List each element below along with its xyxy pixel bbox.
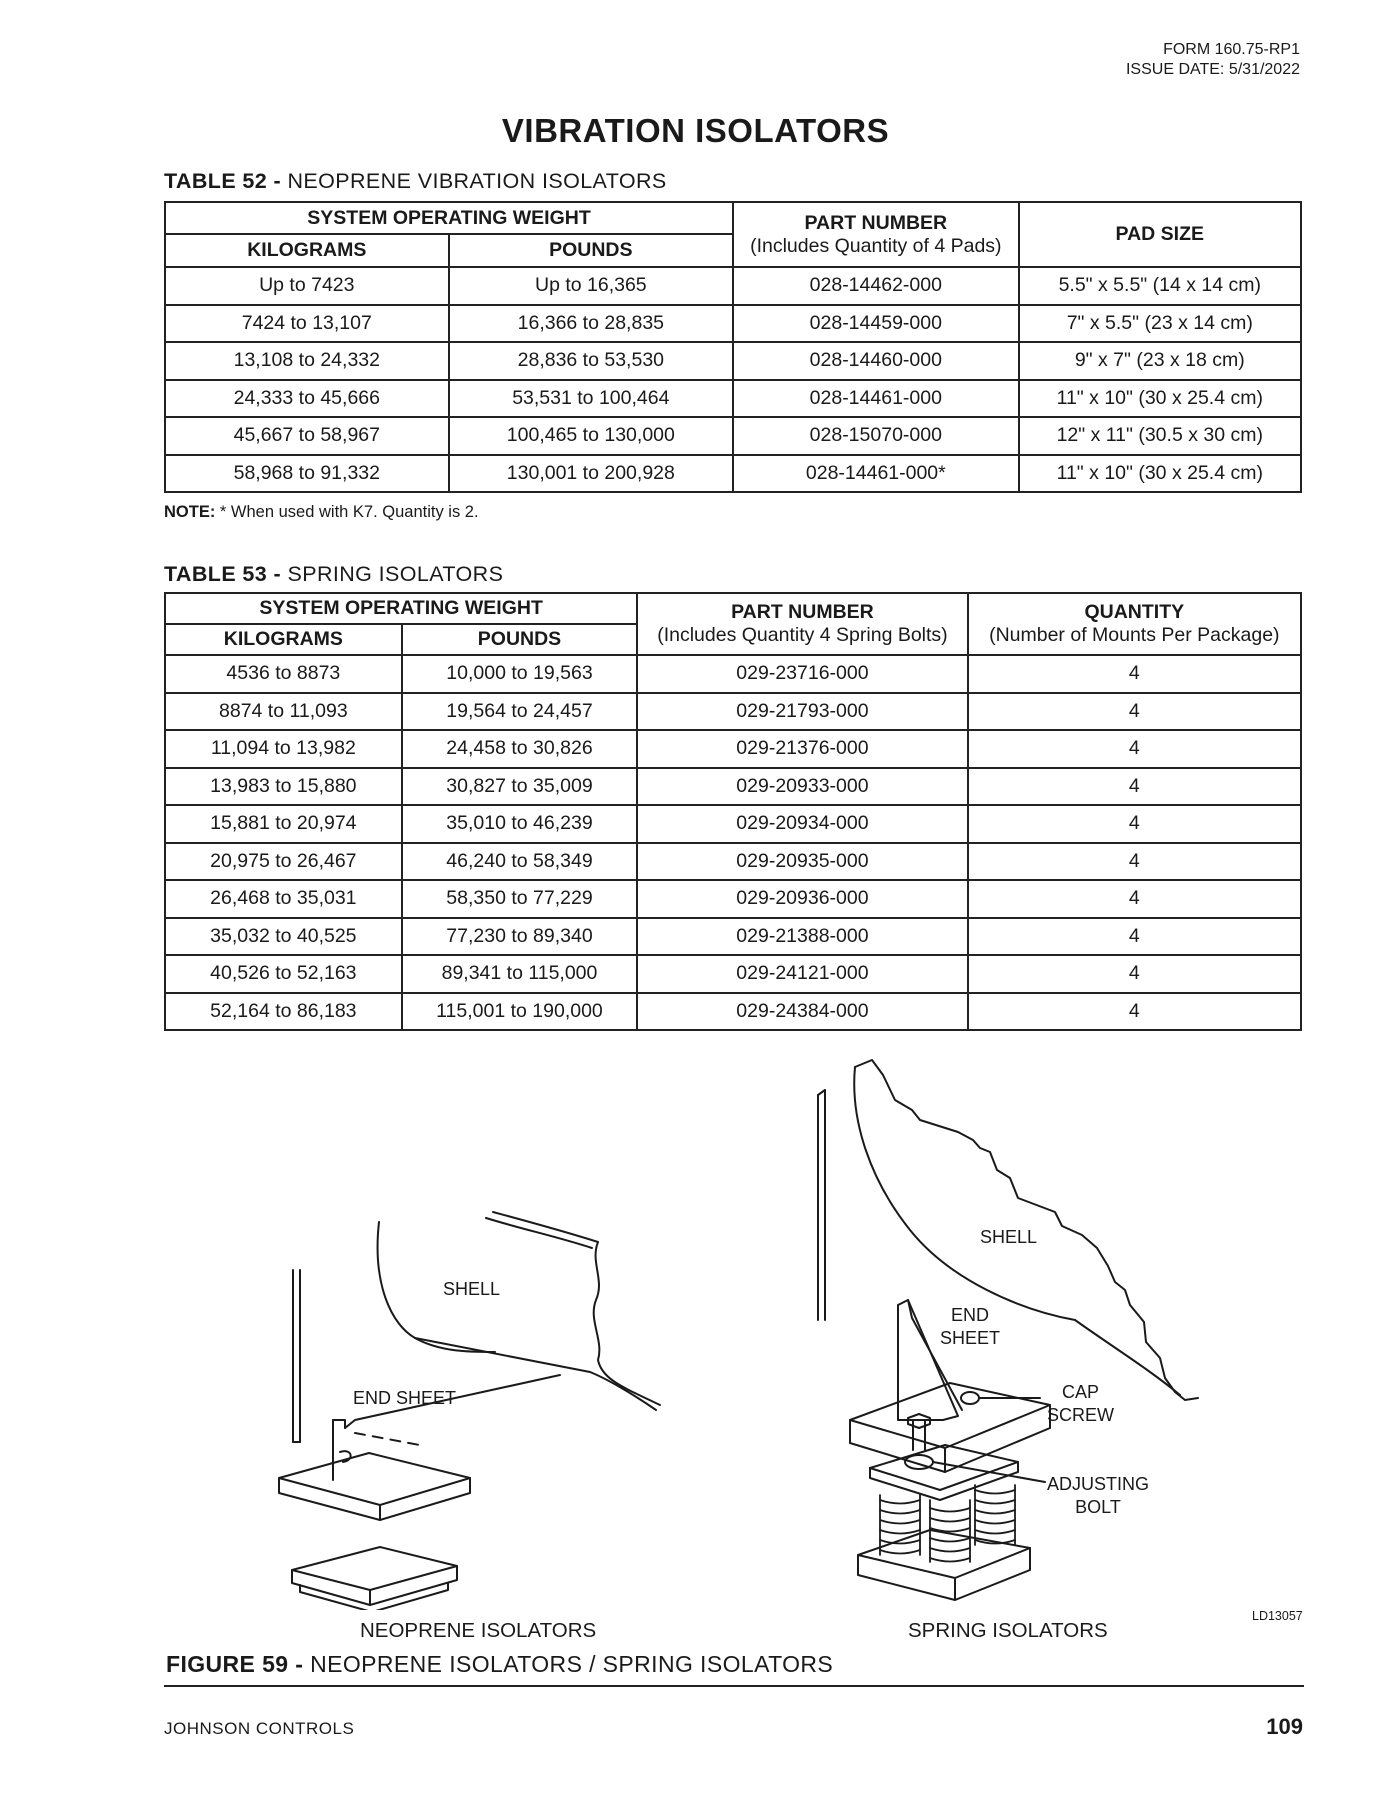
table-cell: 10,000 to 19,563 bbox=[402, 655, 638, 693]
table-cell: 15,881 to 20,974 bbox=[165, 805, 402, 843]
table-cell: 40,526 to 52,163 bbox=[165, 955, 402, 993]
t53-header-part-title: PART NUMBER bbox=[731, 601, 874, 623]
table-row bbox=[165, 342, 1301, 380]
table-cell: 4536 to 8873 bbox=[165, 655, 402, 693]
table-row bbox=[165, 993, 1301, 1031]
table-cell: 029-24121-000 bbox=[637, 955, 967, 993]
neoprene-isolator-drawing bbox=[279, 1212, 660, 1610]
table-row bbox=[165, 730, 1301, 768]
figure-caption bbox=[166, 1651, 833, 1678]
table-cell: 28,836 to 53,530 bbox=[449, 342, 733, 380]
table-cell: 7424 to 13,107 bbox=[165, 305, 449, 343]
t52-header-part-sub: (Includes Quantity of 4 Pads) bbox=[750, 234, 1002, 257]
table-cell: 24,458 to 30,826 bbox=[402, 730, 638, 768]
table-52-caption-title: NEOPRENE VIBRATION ISOLATORS bbox=[281, 169, 667, 193]
t52-header-part bbox=[733, 202, 1019, 267]
note-label: NOTE: bbox=[164, 503, 216, 521]
table-cell: 100,465 to 130,000 bbox=[449, 417, 733, 455]
footer-company: JOHNSON CONTROLS bbox=[164, 1719, 355, 1738]
table-cell: 13,983 to 15,880 bbox=[165, 768, 402, 806]
figure-number: FIGURE 59 - bbox=[166, 1651, 304, 1677]
t53-header-part-sub: (Includes Quantity 4 Spring Bolts) bbox=[657, 624, 948, 646]
table-53-caption bbox=[164, 562, 503, 587]
table-cell: 4 bbox=[968, 918, 1301, 956]
figure-title: NEOPRENE ISOLATORS / SPRING ISOLATORS bbox=[303, 1651, 834, 1677]
table-cell: Up to 16,365 bbox=[449, 267, 733, 305]
table-row bbox=[165, 380, 1301, 418]
table-cell: 4 bbox=[968, 880, 1301, 918]
table-cell: 028-15070-000 bbox=[733, 417, 1019, 455]
left-end-sheet-label: END SHEET bbox=[353, 1388, 457, 1408]
right-end-sheet-label: END SHEET bbox=[940, 1305, 1001, 1348]
table-cell: 46,240 to 58,349 bbox=[402, 843, 638, 881]
neoprene-isolators-caption: NEOPRENE ISOLATORS bbox=[360, 1619, 597, 1642]
drawing-code: LD13057 bbox=[1252, 1609, 1303, 1623]
table-row bbox=[165, 805, 1301, 843]
t53-header-quantity bbox=[968, 593, 1301, 655]
table-cell: 029-20936-000 bbox=[637, 880, 967, 918]
table-cell: 24,333 to 45,666 bbox=[165, 380, 449, 418]
spring-isolators-caption: SPRING ISOLATORS bbox=[908, 1619, 1108, 1642]
table-53-caption-title: SPRING ISOLATORS bbox=[281, 562, 504, 586]
table-row bbox=[165, 768, 1301, 806]
footer-divider bbox=[164, 1685, 1304, 1687]
table-cell: 45,667 to 58,967 bbox=[165, 417, 449, 455]
table-cell: 115,001 to 190,000 bbox=[402, 993, 638, 1031]
table-cell: 028-14461-000 bbox=[733, 380, 1019, 418]
table-cell: 4 bbox=[968, 993, 1301, 1031]
table-row bbox=[165, 267, 1301, 305]
table-52-caption-number: TABLE 52 - bbox=[164, 169, 282, 193]
table-cell: 029-20935-000 bbox=[637, 843, 967, 881]
table-cell: 77,230 to 89,340 bbox=[402, 918, 638, 956]
table-cell: 028-14460-000 bbox=[733, 342, 1019, 380]
t53-header-weight: SYSTEM OPERATING WEIGHT bbox=[165, 593, 637, 624]
table-cell: 11" x 10" (30 x 25.4 cm) bbox=[1019, 380, 1301, 418]
table-cell: 53,531 to 100,464 bbox=[449, 380, 733, 418]
table-cell: 58,350 to 77,229 bbox=[402, 880, 638, 918]
table-cell: 029-21388-000 bbox=[637, 918, 967, 956]
table-cell: 58,968 to 91,332 bbox=[165, 455, 449, 493]
table-cell: 130,001 to 200,928 bbox=[449, 455, 733, 493]
table-cell: 5.5" x 5.5" (14 x 14 cm) bbox=[1019, 267, 1301, 305]
t53-header-qty-title: QUANTITY bbox=[1084, 601, 1185, 623]
t52-body bbox=[165, 267, 1301, 492]
t53-body bbox=[165, 655, 1301, 1030]
table-cell: 30,827 to 35,009 bbox=[402, 768, 638, 806]
table-cell: 029-21793-000 bbox=[637, 693, 967, 731]
t52-header-weight: SYSTEM OPERATING WEIGHT bbox=[165, 202, 733, 234]
spring-isolator-drawing bbox=[818, 1060, 1198, 1600]
table-cell: Up to 7423 bbox=[165, 267, 449, 305]
table-cell: 029-24384-000 bbox=[637, 993, 967, 1031]
table-cell: 20,975 to 26,467 bbox=[165, 843, 402, 881]
table-cell: 4 bbox=[968, 655, 1301, 693]
page-title: VIBRATION ISOLATORS bbox=[501, 112, 890, 149]
issue-date: ISSUE DATE: 5/31/2022 bbox=[1125, 61, 1300, 78]
table-row bbox=[165, 918, 1301, 956]
adjusting-bolt-label: ADJUSTING BOLT bbox=[1047, 1474, 1150, 1517]
table-52-note bbox=[164, 503, 479, 522]
right-shell-label: SHELL bbox=[980, 1227, 1038, 1247]
table-cell: 4 bbox=[968, 843, 1301, 881]
table-row bbox=[165, 880, 1301, 918]
table-cell: 028-14461-000* bbox=[733, 455, 1019, 493]
table-cell: 029-20934-000 bbox=[637, 805, 967, 843]
table-52 bbox=[164, 201, 1302, 493]
table-cell: 13,108 to 24,332 bbox=[165, 342, 449, 380]
note-text: * When used with K7. Quantity is 2. bbox=[215, 503, 479, 521]
table-cell: 4 bbox=[968, 955, 1301, 993]
table-cell: 4 bbox=[968, 805, 1301, 843]
table-cell: 35,010 to 46,239 bbox=[402, 805, 638, 843]
t53-header-part bbox=[637, 593, 967, 655]
t53-header-qty-sub: (Number of Mounts Per Package) bbox=[989, 624, 1280, 646]
t52-header-pad-size: PAD SIZE bbox=[1019, 202, 1301, 267]
table-cell: 12" x 11" (30.5 x 30 cm) bbox=[1019, 417, 1301, 455]
table-cell: 19,564 to 24,457 bbox=[402, 693, 638, 731]
form-header bbox=[1126, 40, 1300, 80]
table-cell: 11" x 10" (30 x 25.4 cm) bbox=[1019, 455, 1301, 493]
table-row bbox=[165, 843, 1301, 881]
table-cell: 029-21376-000 bbox=[637, 730, 967, 768]
left-shell-label: SHELL bbox=[443, 1279, 501, 1299]
form-number: FORM 160.75-RP1 bbox=[1163, 41, 1300, 58]
table-cell: 26,468 to 35,031 bbox=[165, 880, 402, 918]
table-52-caption bbox=[164, 169, 667, 194]
table-53 bbox=[164, 592, 1302, 1031]
table-53-caption-number: TABLE 53 - bbox=[164, 562, 282, 586]
table-cell: 52,164 to 86,183 bbox=[165, 993, 402, 1031]
t52-header-lb: POUNDS bbox=[449, 234, 733, 267]
table-cell: 89,341 to 115,000 bbox=[402, 955, 638, 993]
table-row bbox=[165, 655, 1301, 693]
table-row bbox=[165, 693, 1301, 731]
table-cell: 4 bbox=[968, 768, 1301, 806]
table-cell: 029-20933-000 bbox=[637, 768, 967, 806]
table-cell: 9" x 7" (23 x 18 cm) bbox=[1019, 342, 1301, 380]
cap-screw-label: CAP SCREW bbox=[1047, 1382, 1114, 1425]
table-row bbox=[165, 305, 1301, 343]
t53-header-kg: KILOGRAMS bbox=[165, 624, 402, 655]
isolators-illustration bbox=[0, 1050, 1391, 1610]
table-cell: 35,032 to 40,525 bbox=[165, 918, 402, 956]
table-cell: 028-14462-000 bbox=[733, 267, 1019, 305]
table-row bbox=[165, 455, 1301, 493]
table-row bbox=[165, 417, 1301, 455]
table-cell: 028-14459-000 bbox=[733, 305, 1019, 343]
table-row bbox=[165, 955, 1301, 993]
table-cell: 7" x 5.5" (23 x 14 cm) bbox=[1019, 305, 1301, 343]
t52-header-part-title: PART NUMBER bbox=[804, 211, 948, 234]
table-cell: 11,094 to 13,982 bbox=[165, 730, 402, 768]
table-cell: 4 bbox=[968, 730, 1301, 768]
table-cell: 029-23716-000 bbox=[637, 655, 967, 693]
page-number: 109 bbox=[1266, 1714, 1303, 1739]
t53-header-lb: POUNDS bbox=[402, 624, 638, 655]
table-cell: 4 bbox=[968, 693, 1301, 731]
table-cell: 8874 to 11,093 bbox=[165, 693, 402, 731]
t52-header-kg: KILOGRAMS bbox=[165, 234, 449, 267]
table-cell: 16,366 to 28,835 bbox=[449, 305, 733, 343]
